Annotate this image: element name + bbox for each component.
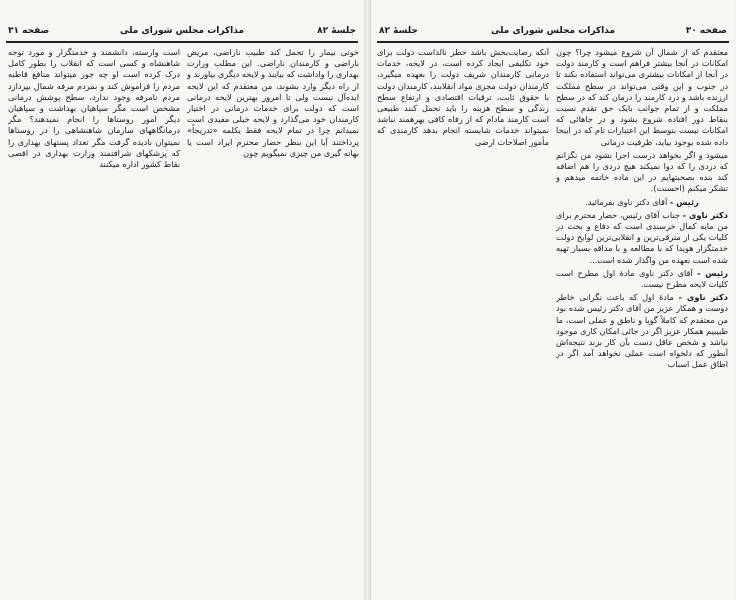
page-number: صفحه ۳۰ bbox=[685, 26, 727, 36]
session-number: جلسهٔ ۸۲ bbox=[317, 26, 356, 36]
speech-text: مادهٔ اول که باعث نگرانی خاطر دوست و همکار عزیز من آقای دکتر رئیس شده بود من معتقدم که کاملاً گویا و ناطق و عملی است، ما طبیبیم همکار عزیز اگر در جائی امکان کاری موجود نباشد و شخص عاقل دست بآن کار بزند نتیجه‌اش آنطور که دلخواه است عملی نخواهد آمد اگر در اطاق عمل اسباب bbox=[556, 292, 728, 370]
header-rule bbox=[377, 41, 729, 43]
paragraph: میشود و اگر بخواهد درست اجرا نشود من نگرانم که دزدی را که دوا نمیکند هیچ دردی را هم اضافه کند بنده بصحبتهایم در این ماده خاتمه میدهم و تشکر میکنم (احسنت). bbox=[556, 149, 728, 194]
speaker-name: دکتر ناوی - bbox=[678, 292, 728, 303]
speech-paragraph bbox=[556, 197, 728, 208]
left-page bbox=[0, 0, 364, 600]
header-rule bbox=[6, 41, 358, 43]
paragraph: خونی بیمار را تحمل کند طبیب ناراضی، مریض ناراضی و کارمندان ناراضی. این مطلب وزارت بهداری را واداشت که بیایند و لایحه دیگری بیاورند و از راه دیگر وارد بشوند، من معتقدم که این لایحه ایده‌آل نیست ولی تا امروز بهترین لایحه درمانی است که دولت برای خدمات درمانی در اختیار کارمندان خود می‌گذارد و لایحه خیلی مفیدی است نمیدانم چرا در تمام لایحه فقط یکلمه «تدریجاً» پرداختند آیا این بنظر حضار محترم ایراد است یا بهانه گیری من چیزی نمیگویم چون bbox=[187, 47, 359, 158]
text-column-right bbox=[187, 47, 359, 592]
page-header bbox=[8, 26, 356, 40]
paragraph: آنکه رضایت‌بخش باشد خطر نالذاست دولت برای خود تکلیفی ایجاد کرده است، در لایحه، خدمات درمانی کارمندان شریف دولت را بعهده میگیرد، کارمندان دولت مجری مواد انقلابند، کارمندان دولت با حقوق ثابت، ترقیات اقتصادی و ارتفاع سطح زندگی و سطح هزینه را باید تحمل کنند طبیعی است کارمند مادام که از رفاه کافی بهرهمند نباشد نمیتواند خدمات شایسته انجام بدهد کارمندی که مأمور اصلاحات ارضی bbox=[377, 47, 549, 147]
text-column-left bbox=[377, 47, 549, 592]
speech-paragraph bbox=[556, 268, 728, 290]
speaker-name: دکتر ناوی - bbox=[682, 209, 728, 220]
paragraph: معتقدم که از شمال آن شروع میشود چرا؟ چون امکانات در آنجا بیشتر فراهم است و کارمند دولت در آنجا از امکانات بیشتری می‌تواند استفاده بکند تا در جنوب و این وقتی می‌تواند در سطح مملکت ارزنده باشد و درد کارمند را درمان کند که در سطح مملکت و از تمام جوانب بایک حق تقدم نسبت بنقاط دور افتاده شروع بشود و در جاهائی که امکانات نیست بتوسط این اعتبارات تام که در اینجا داده شده بوجود بیاید، ظرفیت درمانی bbox=[556, 47, 728, 147]
speaker-name: رئیس - bbox=[697, 267, 728, 278]
speech-paragraph bbox=[556, 210, 728, 266]
page-header bbox=[379, 26, 727, 40]
speech-text: آقای دکتر ناوی بفرمائید. bbox=[585, 196, 670, 207]
text-column-right bbox=[556, 47, 728, 592]
text-column-left bbox=[8, 47, 180, 592]
speaker-name: رئیس - bbox=[669, 196, 699, 207]
session-number: جلسهٔ ۸۲ bbox=[379, 26, 418, 36]
speech-paragraph bbox=[556, 292, 728, 370]
running-title: مذاکرات مجلس شورای ملی bbox=[119, 26, 245, 36]
running-title: مذاکرات مجلس شورای ملی bbox=[490, 26, 616, 36]
paragraph: است وارسته، دانشمند و خدمتگزار و مورد توجه شاهنشاه و کسی است که انقلاب را بطور کامل درک کرده است او چه جور میتواند منافع قاطبه مردم را فراموش کند و بمردم مرفه شمال بپردازد مردم نامرفه وجود ندارد، سطح پوشش درمانی مشخص است مگر سپاهیان بهداشت و سپاهیان دیگر امور روستاها را انجام نمیدهند؟ مگر درمانگاههای سازمان شاهنشاهی را در روستاها نمیتوان نادیده گرفت مگر تعداد پستهای بهداری را که پزشکهای شرافتمند وزارت بهداری در اقصی نقاط کشور اداره میکنند bbox=[8, 47, 180, 170]
speech-text: آقای دکتر ناوی مادهٔ اول مطرح است کلیات لایحه مطرح نیست. bbox=[556, 267, 728, 290]
page-number: صفحه ۳۱ bbox=[8, 26, 50, 36]
speech-text: جناب آقای رئیس، حضار محترم برای من مایه کمال خرسندی است که دفاع و بحث در کلیات یکی از مترقی‌ترین و انقلابی‌ترین لوایح دولت خدمتگزار هویدا که با مطالعه و با مداقه بسیار تهیه شده است بعهده من واگذار شده است... bbox=[556, 209, 728, 265]
right-page bbox=[370, 0, 735, 600]
